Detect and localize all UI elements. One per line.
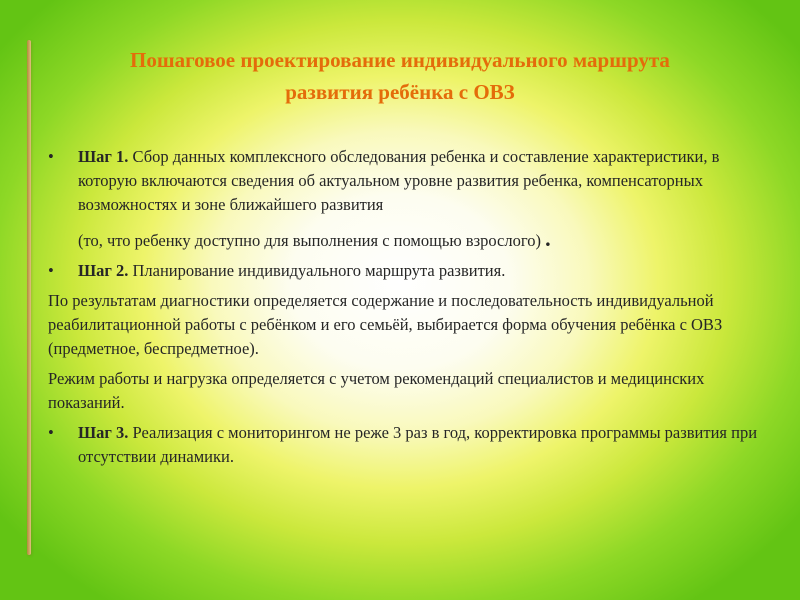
step-1-label: Шаг 1. [78,147,129,166]
title-line-2: развития ребёнка с ОВЗ [285,80,515,104]
list-item-step-2 [48,259,760,283]
step-1-period: . [545,226,551,251]
slide-content [48,145,760,475]
slide-title [40,44,760,108]
step-2-text: Планирование индивидуального маршрута развития. [128,261,506,280]
step-3-text: Реализация с мониторингом не реже 3 раз в год, корректировка программы развития при отсутствии динамики. [78,423,758,466]
step-2-label: Шаг 2. [78,261,129,280]
paragraph-workload: Режим работы и нагрузка определяется с учетом рекомендаций специалистов и медицинских показаний. [48,369,705,412]
bullet-icon: • [48,261,54,280]
bullet-icon: • [48,147,54,166]
step-1-extra-text: (то, что ребенку доступно для выполнения с помощью взрослого) [78,231,541,250]
bullet-icon: • [48,423,54,442]
title-line-1: Пошаговое проектирование индивидуального маршрута [130,48,670,72]
list-item-step-3 [48,421,760,469]
accent-line [27,40,31,555]
list-item-step-1 [48,145,760,253]
step-1-text: Сбор данных комплексного обследования ребенка и составление характеристики, в которую включаются сведения об актуальном уровне развития ребенка, компенсаторных возможностях и зоне ближайшего развития [78,147,720,214]
step-1-extra-line [78,227,760,253]
step-3-label: Шаг 3. [78,423,129,442]
paragraph-diagnostics: По результатам диагностики определяется содержание и последовательность индивидуальной реабилитационной работы с ребёнком и его семьёй, выбирается форма обучения ребёнка с ОВЗ (предметное, беспредметное). [48,291,723,358]
